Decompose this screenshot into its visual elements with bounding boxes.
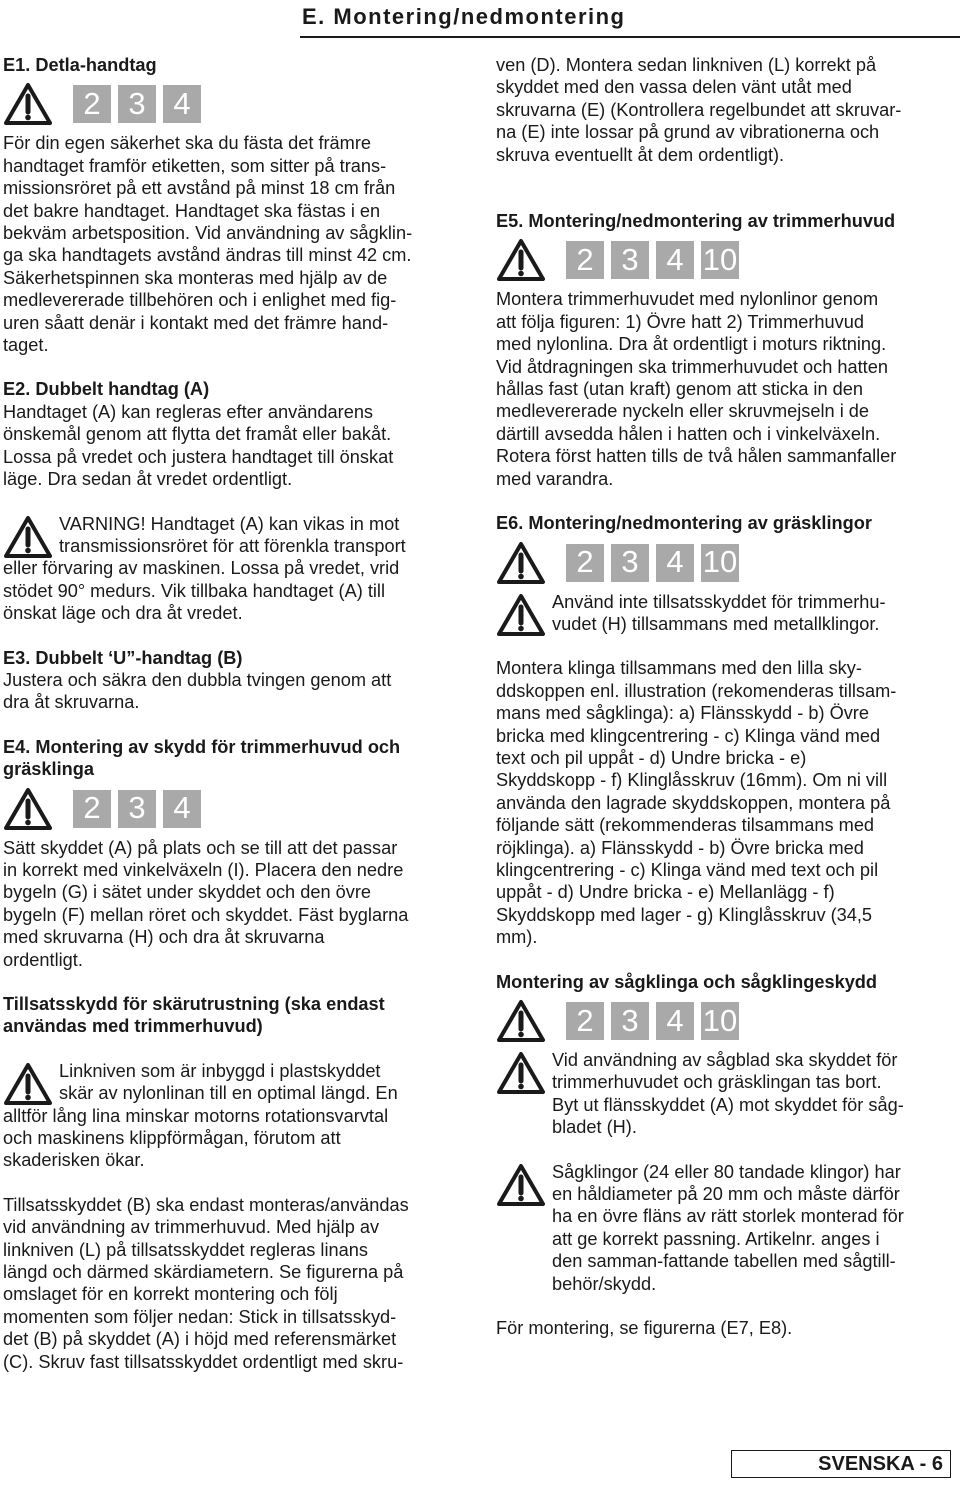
text-line: Byt ut flänsskyddet (A) mot skyddet för såg- <box>552 1094 904 1115</box>
symbol-box: 4 <box>656 241 694 279</box>
text-line: med skruvarna (H) och dra åt skruvarna <box>3 927 325 948</box>
text-line: en håldiameter på 20 mm och måste därför <box>552 1184 900 1205</box>
text-line: att ge korrekt passning. Artikelnr. anges i <box>552 1228 880 1249</box>
text-line: För din egen säkerhet ska du fästa det främre <box>3 133 371 154</box>
e4-symbol-row <box>3 781 461 837</box>
page-footer <box>731 1450 951 1478</box>
warning-block <box>496 591 956 636</box>
text-line: önskat läge och dra åt vredet. <box>3 603 243 624</box>
footer-label: SVENSKA - 6 <box>818 1453 943 1475</box>
text-line: bekväm arbetsposition. Vid användning av sågklin- <box>3 223 413 244</box>
text-line: momenten som följer nedan: Stick in tillsatsskyd- <box>3 1306 397 1327</box>
text-line: skruva eventuellt åt dem ordentligt). <box>496 144 785 165</box>
warning-block <box>3 513 461 625</box>
section-heading-e2: E2. Dubbelt handtag (A) <box>3 379 210 400</box>
text-line: Lossa på vredet och justera handtaget till önskat <box>3 446 394 467</box>
warning-triangle-icon <box>496 1163 546 1207</box>
text-line: omslaget för en korrekt montering och följ <box>3 1284 338 1305</box>
text-line: VARNING! Handtaget (A) kan vikas in mot <box>59 513 400 534</box>
left-column <box>3 54 461 1373</box>
text-line: Montera klinga tillsammans med den lilla sky- <box>496 658 862 679</box>
text-line: använda den lagrade skyddskoppen, montera på <box>496 792 891 813</box>
text-line: ddskoppen enl. illustration (rekomenderas tillsam- <box>496 680 897 701</box>
text-line: och maskinens klippförmågan, förutom att <box>3 1128 341 1149</box>
text-line: Handtaget (A) kan regleras efter användarens <box>3 401 374 422</box>
text-line: ven (D). Montera sedan linkniven (L) korrekt på <box>496 55 877 75</box>
text-line: alltför lång lina minskar motorns rotationsvarvtal <box>3 1105 389 1126</box>
text-line: text och pil uppåt - d) Undre bricka - e) <box>496 747 807 768</box>
text-line: mm). <box>496 927 538 948</box>
warning-block <box>496 1161 956 1295</box>
text-line: linkniven (L) på tillsatsskyddet regleras linans <box>3 1239 368 1260</box>
symbol-box: 2 <box>73 85 111 123</box>
text-line: Linkniven som är inbyggd i plastskyddet <box>59 1060 381 1081</box>
text-line: Tillsatsskyddet (B) ska endast monteras/användas <box>3 1194 409 1215</box>
warning-triangle-icon <box>496 593 546 637</box>
text-line: Justera och säkra den dubbla tvingen genom att <box>3 669 392 690</box>
text-line: na (E) inte lossar på grund av vibrationerna och <box>496 122 880 143</box>
text-line: uren såatt denär i kontakt med det främre hand- <box>3 312 389 333</box>
section-heading-e5: E5. Montering/nedmontering av trimmerhuvud <box>496 211 896 232</box>
text-line: in korrekt med vinkelväxeln (I). Placera den nedre <box>3 859 404 880</box>
text-line: Vid åtdragningen ska trimmerhuvudet och hatten <box>496 356 888 377</box>
text-line: Rotera först hatten tills de två hålen sammanfaller <box>496 446 897 467</box>
section-heading-e1: E1. Detla-handtag <box>3 55 157 75</box>
text-line: den samman-fattande tabellen med sågtill- <box>552 1251 896 1272</box>
text-line: därtill avsedda hålen i hatten och i vinkelväxeln. <box>496 423 881 444</box>
page-title: E. Montering/nedmontering <box>302 4 626 29</box>
text-line: med nylonlina. Dra åt ordentligt i moturs riktning. <box>496 334 887 355</box>
text-line: bygeln (F) mellan röret och skyddet. Fäst byglarna <box>3 904 409 925</box>
text-line: hållas fast (utan kraft) genom att sticka in den <box>496 379 863 400</box>
text-line: klingcentrering - c) Klinga vänd med text och pil <box>496 859 879 880</box>
symbol-box: 3 <box>611 1002 649 1040</box>
text-line: Montera trimmerhuvudet med nylonlinor genom <box>496 289 879 310</box>
symbol-box: 2 <box>73 790 111 828</box>
text-line: behör/skydd. <box>552 1273 657 1294</box>
text-line: mans med sågklinga): a) Flänsskydd - b) Övre <box>496 703 869 724</box>
e5-symbol-row <box>496 232 956 288</box>
warning-triangle-icon <box>3 515 53 559</box>
text-line: Skyddskopp - f) Klinglåsskruv (16mm). Om ni vill <box>496 770 888 791</box>
text-line: röjklinga). a) Flänsskydd - b) Övre bricka med <box>496 837 864 858</box>
symbol-box: 4 <box>656 1002 694 1040</box>
symbol-box: 10 <box>701 1002 739 1040</box>
text-line: Sätt skyddet (A) på plats och se till att det passar <box>3 837 398 858</box>
text-line: (C). Skruv fast tillsatsskyddet ordentligt med skru- <box>3 1351 404 1372</box>
symbol-box: 4 <box>163 790 201 828</box>
symbol-box: 4 <box>656 544 694 582</box>
warning-triangle-icon <box>496 999 546 1043</box>
text-line: läge. Dra sedan åt vredet ordentligt. <box>3 469 293 490</box>
warning-triangle-icon <box>3 1062 53 1106</box>
text-line: önskemål genom att flytta det framåt eller bakåt. <box>3 424 392 445</box>
text-line: uppåt - d) Undre bricka - e) Mellanlägg - f) <box>496 882 835 903</box>
text-line: handtaget framför etiketten, som sitter på trans- <box>3 155 387 176</box>
text-line: vudet (H) tillsammans med metallklingor. <box>552 613 880 634</box>
text-line: trimmerhuvudet och gräsklingan tas bort. <box>552 1072 882 1093</box>
section-heading-e3: E3. Dubbelt ‘U”-handtag (B) <box>3 647 243 668</box>
text-line: eller förvaring av maskinen. Lossa på vredet, vrid <box>3 558 400 579</box>
symbol-box: 3 <box>118 85 156 123</box>
text-line: Skyddskopp med lager - g) Klinglåsskruv (34,5 <box>496 904 873 925</box>
text-line: med varandra. <box>496 468 614 489</box>
text-line: missionsröret på ett avstånd på minst 18 cm från <box>3 178 396 199</box>
text-line: skruvarna (E) (Kontrollera regelbundet att skruvar- <box>496 99 902 120</box>
text-line: Vid användning av sågblad ska skyddet för <box>552 1050 898 1070</box>
text-line: Säkerhetspinnen ska monteras med hjälp av de <box>3 267 388 288</box>
e2-body <box>3 401 461 491</box>
text-line: det bakre handtaget. Handtaget ska fästas i en <box>3 200 381 221</box>
text-line: vid användning av trimmerhuvud. Med hjälp av <box>3 1217 380 1238</box>
text-line: längd och därmed skärdiametern. Se figurerna på <box>3 1262 404 1283</box>
symbol-box: 2 <box>566 544 604 582</box>
text-line: taget. <box>3 335 49 356</box>
warning-block <box>3 1060 461 1172</box>
section-heading-e6: E6. Montering/nedmontering av gräsklingor <box>496 513 872 534</box>
text-line: För montering, se figurerna (E7, E8). <box>496 1318 793 1339</box>
saw-symbol-row <box>496 993 956 1049</box>
section-heading-e4: E4. Montering av skydd för trimmerhuvud och <box>3 736 401 757</box>
symbol-box: 3 <box>611 544 649 582</box>
warning-triangle-icon <box>496 541 546 585</box>
symbol-box: 4 <box>163 85 201 123</box>
symbol-box: 2 <box>566 241 604 279</box>
text-line: Sågklingor (24 eller 80 tandade klingor) har <box>552 1161 901 1182</box>
e1-body <box>3 132 461 356</box>
text-line: skyddet med den vassa delen vänt utåt med <box>496 77 852 98</box>
text-line: skär av nylonlinan till en optimal längd. En <box>59 1083 398 1104</box>
text-line: det (B) på skyddet (A) i höjd med referensmärket <box>3 1329 397 1350</box>
text-line: ordentligt. <box>3 949 83 970</box>
text-line: bladet (H). <box>552 1117 637 1138</box>
text-line: bygeln (G) i sätet under skyddet och den övre <box>3 882 371 903</box>
e1-symbol-row <box>3 76 461 132</box>
text-line: stödet 90° medurs. Vik tillbaka handtaget (A) till <box>3 580 385 601</box>
symbol-box: 10 <box>701 544 739 582</box>
text-line: Använd inte tillsatsskyddet för trimmerhu- <box>552 591 886 612</box>
e6-symbol-row <box>496 535 956 591</box>
section-heading-saw: Montering av sågklinga och sågklingeskydd <box>496 971 878 992</box>
warning-triangle-icon <box>496 1051 546 1095</box>
warning-triangle-icon <box>3 82 53 126</box>
section-heading-e4-cont: gräsklinga <box>3 759 94 780</box>
text-line: ga ska handtagets avstånd ändras till minst 42 cm. <box>3 245 412 266</box>
symbol-box: 2 <box>566 1002 604 1040</box>
symbol-box: 3 <box>611 241 649 279</box>
warning-triangle-icon <box>496 238 546 282</box>
symbol-box: 10 <box>701 241 739 279</box>
text-line: dra åt skruvarna. <box>3 692 140 713</box>
text-line: att följa figuren: 1) Övre hatt 2) Trimmerhuvud <box>496 311 864 332</box>
text-line: medlevererade tillbehören och i enlighet med fig- <box>3 290 397 311</box>
right-column <box>496 54 956 1339</box>
warning-block <box>496 1049 956 1139</box>
text-line: följande sätt (rekommenderas tilsammans med <box>496 815 875 836</box>
warning-triangle-icon <box>3 787 53 831</box>
symbol-box: 3 <box>118 790 156 828</box>
text-line: skaderisken ökar. <box>3 1150 145 1171</box>
section-heading-tillsats: Tillsatsskydd för skärutrustning (ska endast <box>3 994 385 1014</box>
text-line: bricka med klingcentrering - c) Klinga vänd med <box>496 725 881 746</box>
page-header <box>300 0 960 38</box>
section-heading-tillsats-cont: användas med trimmerhuvud) <box>3 1016 263 1037</box>
text-line: ha en övre fläns av rätt storlek monterad för <box>552 1206 904 1227</box>
text-line: medlevererade nyckeln eller skruvmejseln i de <box>496 401 870 422</box>
text-line: transmissionsröret för att förenkla transport <box>59 535 406 556</box>
